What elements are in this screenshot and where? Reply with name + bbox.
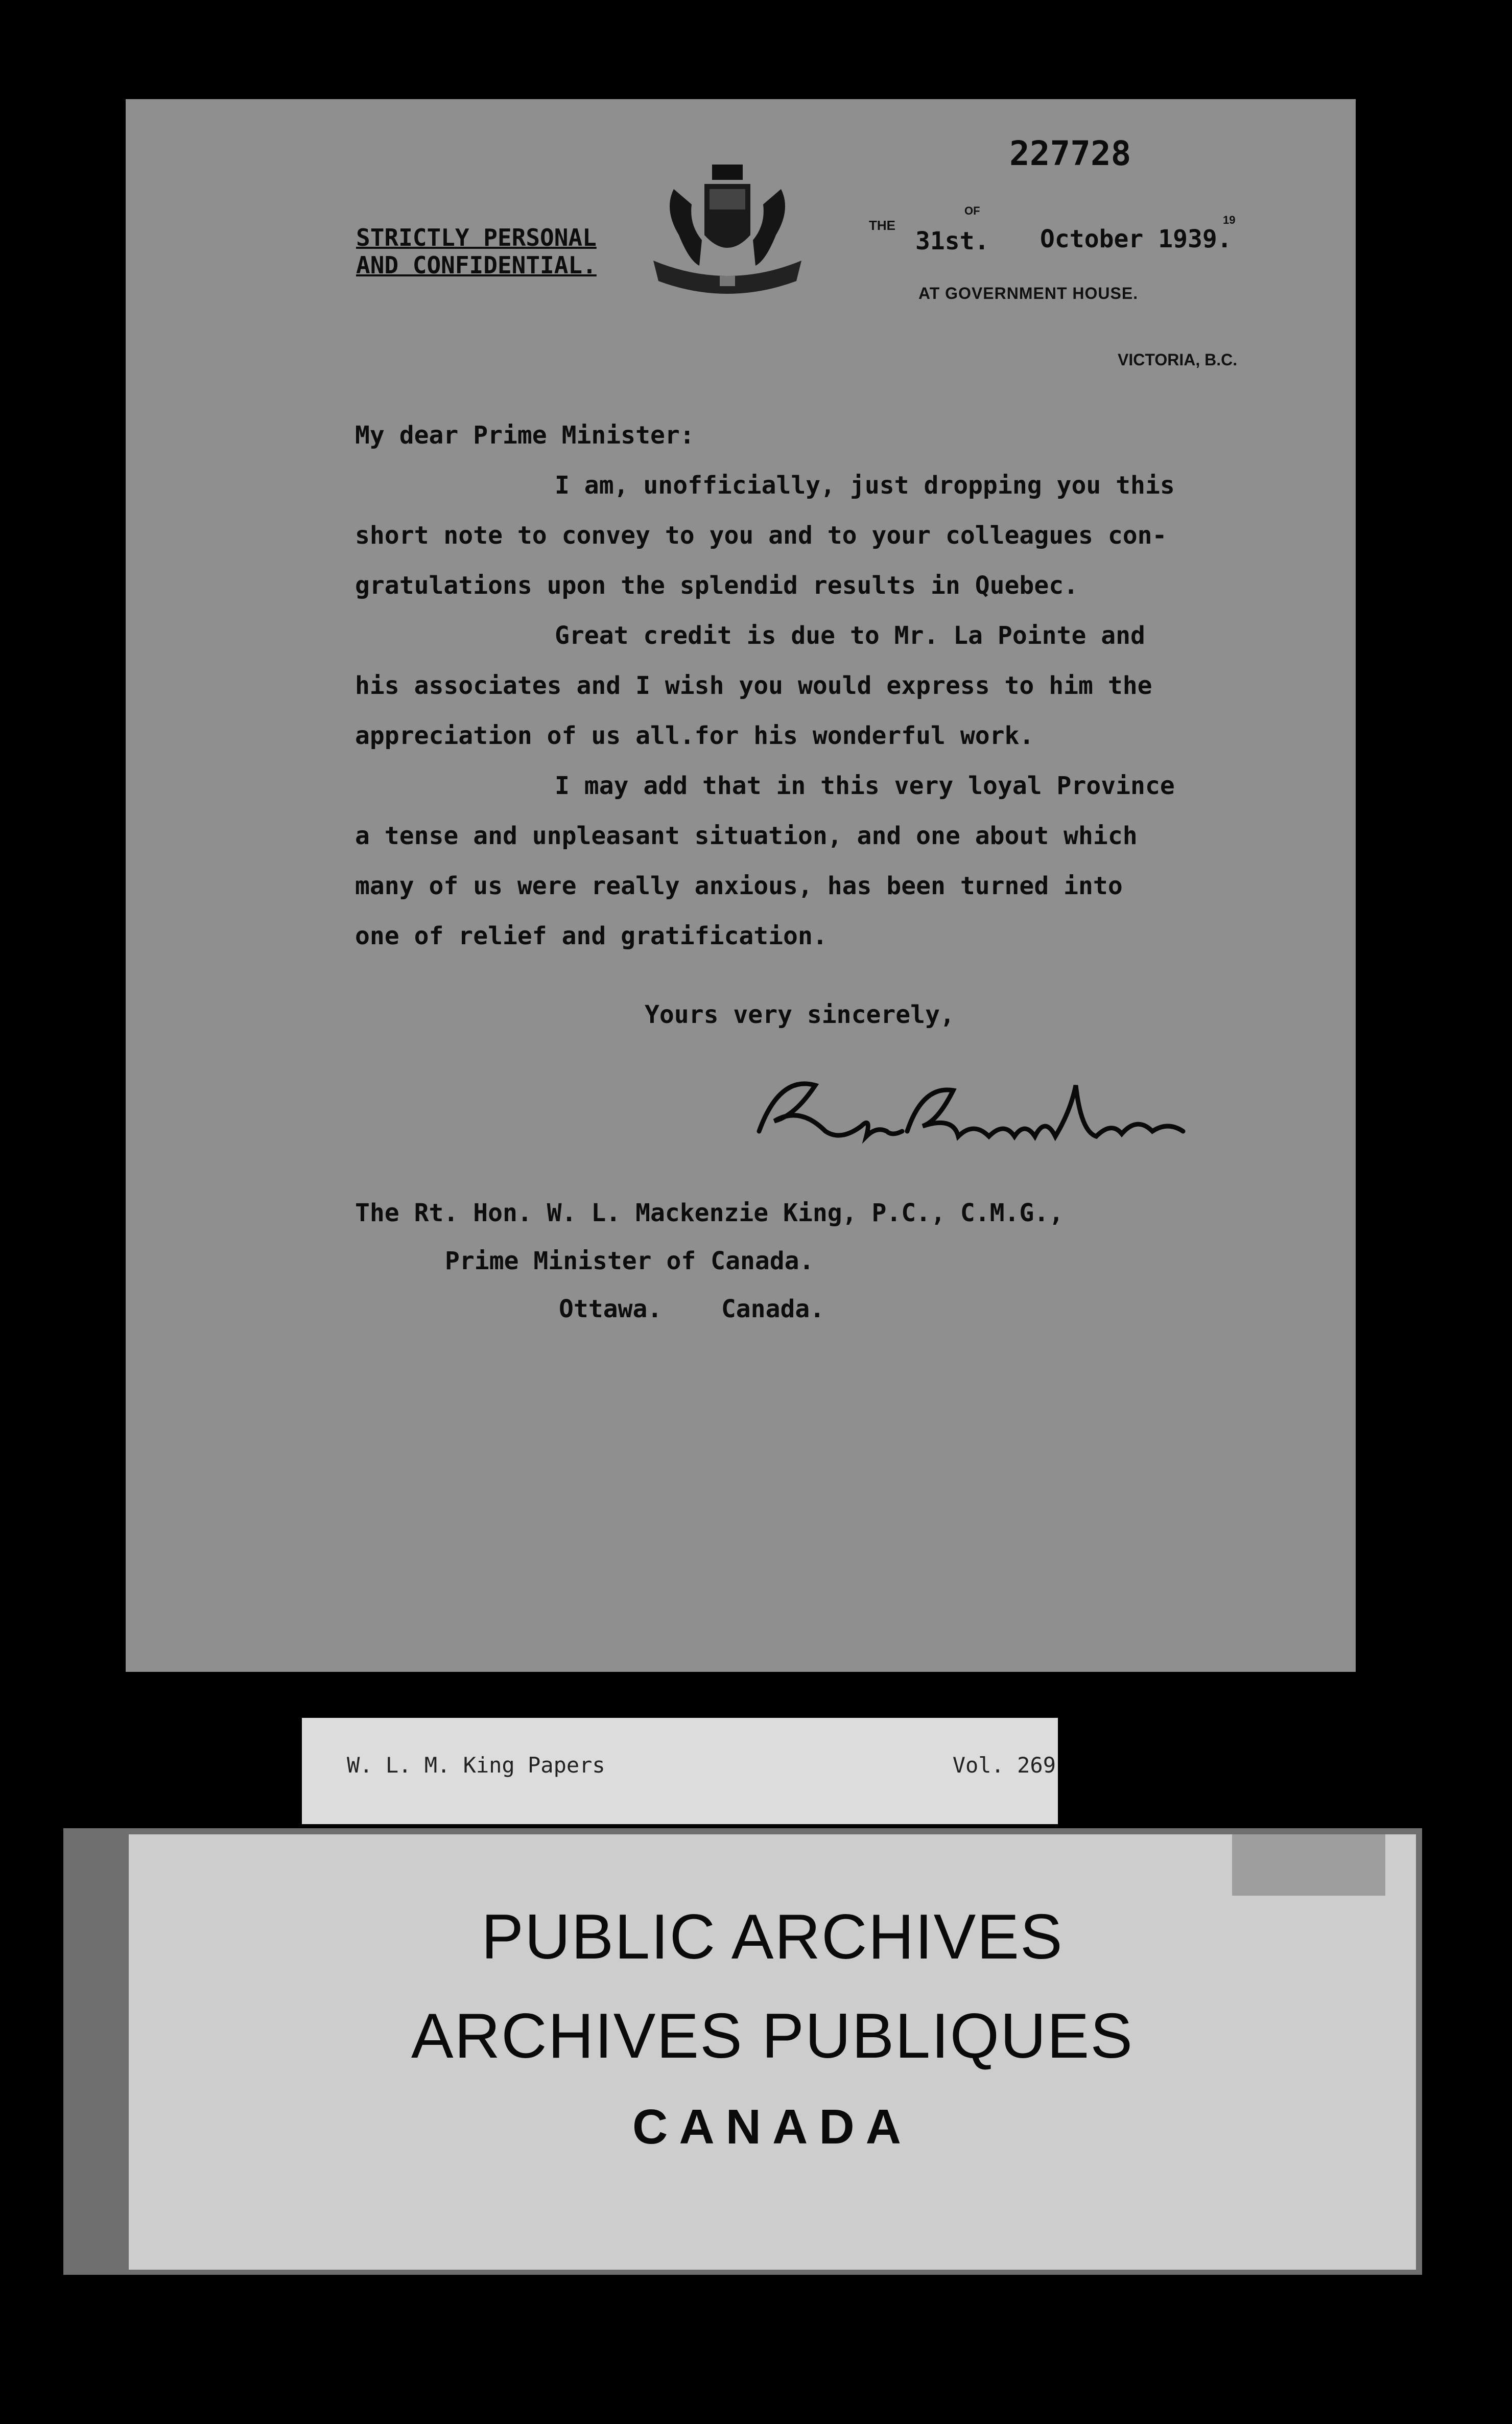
collection-name: W. L. M. King Papers xyxy=(347,1753,605,1778)
body-line: his associates and I wish you would express to him the xyxy=(355,671,1152,700)
coat-of-arms-icon xyxy=(643,158,812,307)
date-19: 19 xyxy=(1223,214,1236,226)
body-line: I am, unofficially, just dropping you this xyxy=(555,471,1175,500)
body-line: short note to convey to you and to your colleagues con- xyxy=(355,521,1167,550)
date-the: THE xyxy=(869,218,895,233)
letter-page xyxy=(126,99,1356,1672)
archive-title-english: PUBLIC ARCHIVES xyxy=(481,1902,1064,1972)
body-line: appreciation of us all.for his wonderful work. xyxy=(355,721,1034,750)
recipient-line-1: The Rt. Hon. W. L. Mackenzie King, P.C., C.M.G., xyxy=(355,1199,1064,1227)
signature-icon xyxy=(739,1055,1209,1167)
archive-folder xyxy=(129,1834,1416,2270)
letterhead-location: AT GOVERNMENT HOUSE. xyxy=(918,284,1139,302)
salutation: My dear Prime Minister: xyxy=(355,421,695,450)
body-line: Great credit is due to Mr. La Pointe and xyxy=(555,621,1145,650)
letterhead-city: VICTORIA, B.C. xyxy=(1118,351,1238,369)
body-line: I may add that in this very loyal Province xyxy=(555,772,1175,800)
date-month-year: October 1939. xyxy=(1040,225,1232,253)
closing: Yours very sincerely, xyxy=(645,1000,955,1029)
body-line: one of relief and gratification. xyxy=(355,922,828,950)
folder-tab xyxy=(1232,1834,1385,1896)
document-number: 227728 xyxy=(1009,134,1131,173)
date-of: OF xyxy=(964,204,980,217)
recipient-line-3: Ottawa. Canada. xyxy=(559,1295,825,1323)
confidential-line-1: STRICTLY PERSONAL xyxy=(356,224,597,251)
recipient-line-2: Prime Minister of Canada. xyxy=(445,1247,814,1275)
confidential-marking xyxy=(356,224,597,279)
archive-title-french: ARCHIVES PUBLIQUES xyxy=(411,2001,1134,2071)
body-line: gratulations upon the splendid results in Quebec. xyxy=(355,571,1079,600)
volume-number: Vol. 269 xyxy=(952,1753,1056,1778)
collection-label-strip xyxy=(302,1718,1058,1824)
date-day: 31st. xyxy=(915,227,989,255)
body-line: a tense and unpleasant situation, and one about which xyxy=(355,822,1138,850)
confidential-line-2: AND CONFIDENTIAL. xyxy=(356,251,597,279)
archive-country: CANADA xyxy=(632,2100,912,2154)
body-line: many of us were really anxious, has been turned into xyxy=(355,872,1123,900)
